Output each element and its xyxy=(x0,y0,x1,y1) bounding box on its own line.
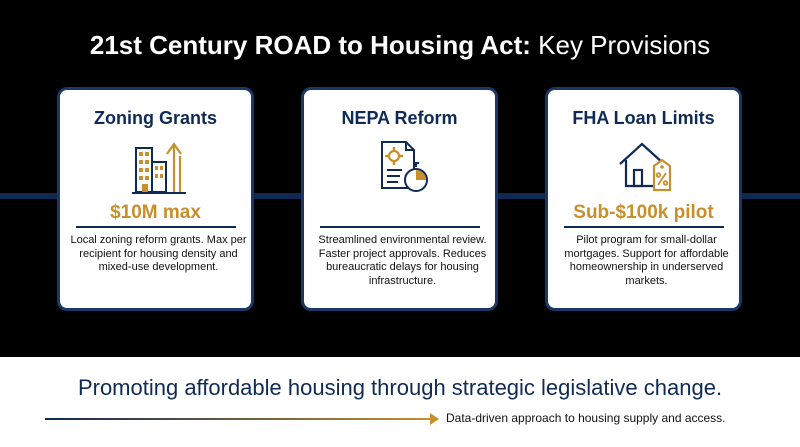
card-title: NEPA Reform xyxy=(341,108,458,128)
card-title: FHA Loan Limits xyxy=(572,108,715,128)
footer-section xyxy=(0,357,800,447)
arrow-right-icon xyxy=(430,413,439,425)
card-divider xyxy=(320,226,480,228)
buildings-growth-icon xyxy=(128,136,190,198)
card-divider xyxy=(76,226,236,228)
card-fha-loan-limits xyxy=(545,87,742,311)
house-percent-tag-icon xyxy=(616,136,678,198)
footer-subtext: Data-driven approach to housing supply and access. xyxy=(446,411,726,425)
document-gear-stopwatch-icon xyxy=(372,136,434,198)
title-rest: Key Provisions xyxy=(530,30,711,60)
card-description: Local zoning reform grants. Max per recipient for housing density and mixed-use development. xyxy=(70,234,247,273)
card-title: Zoning Grants xyxy=(94,108,217,128)
card-highlight-value: $10M max xyxy=(110,202,201,223)
footer-tagline: Promoting affordable housing through strategic legislative change. xyxy=(77,375,723,400)
card-description: Streamlined environmental review. Faster project approvals. Reduces bureaucratic delays for housing infrastructure. xyxy=(318,234,487,287)
card-highlight-value: Sub-$100k pilot xyxy=(573,202,714,223)
card-nepa-reform xyxy=(301,87,498,311)
card-zoning-grants xyxy=(57,87,254,311)
arrow-line xyxy=(45,418,435,420)
title-bold: 21st Century ROAD to Housing Act: xyxy=(89,30,531,60)
card-divider xyxy=(564,226,724,228)
card-description: Pilot program for small-dollar mortgages. Support for affordable homeownership in underserved markets. xyxy=(564,234,729,287)
page-title xyxy=(0,30,800,61)
